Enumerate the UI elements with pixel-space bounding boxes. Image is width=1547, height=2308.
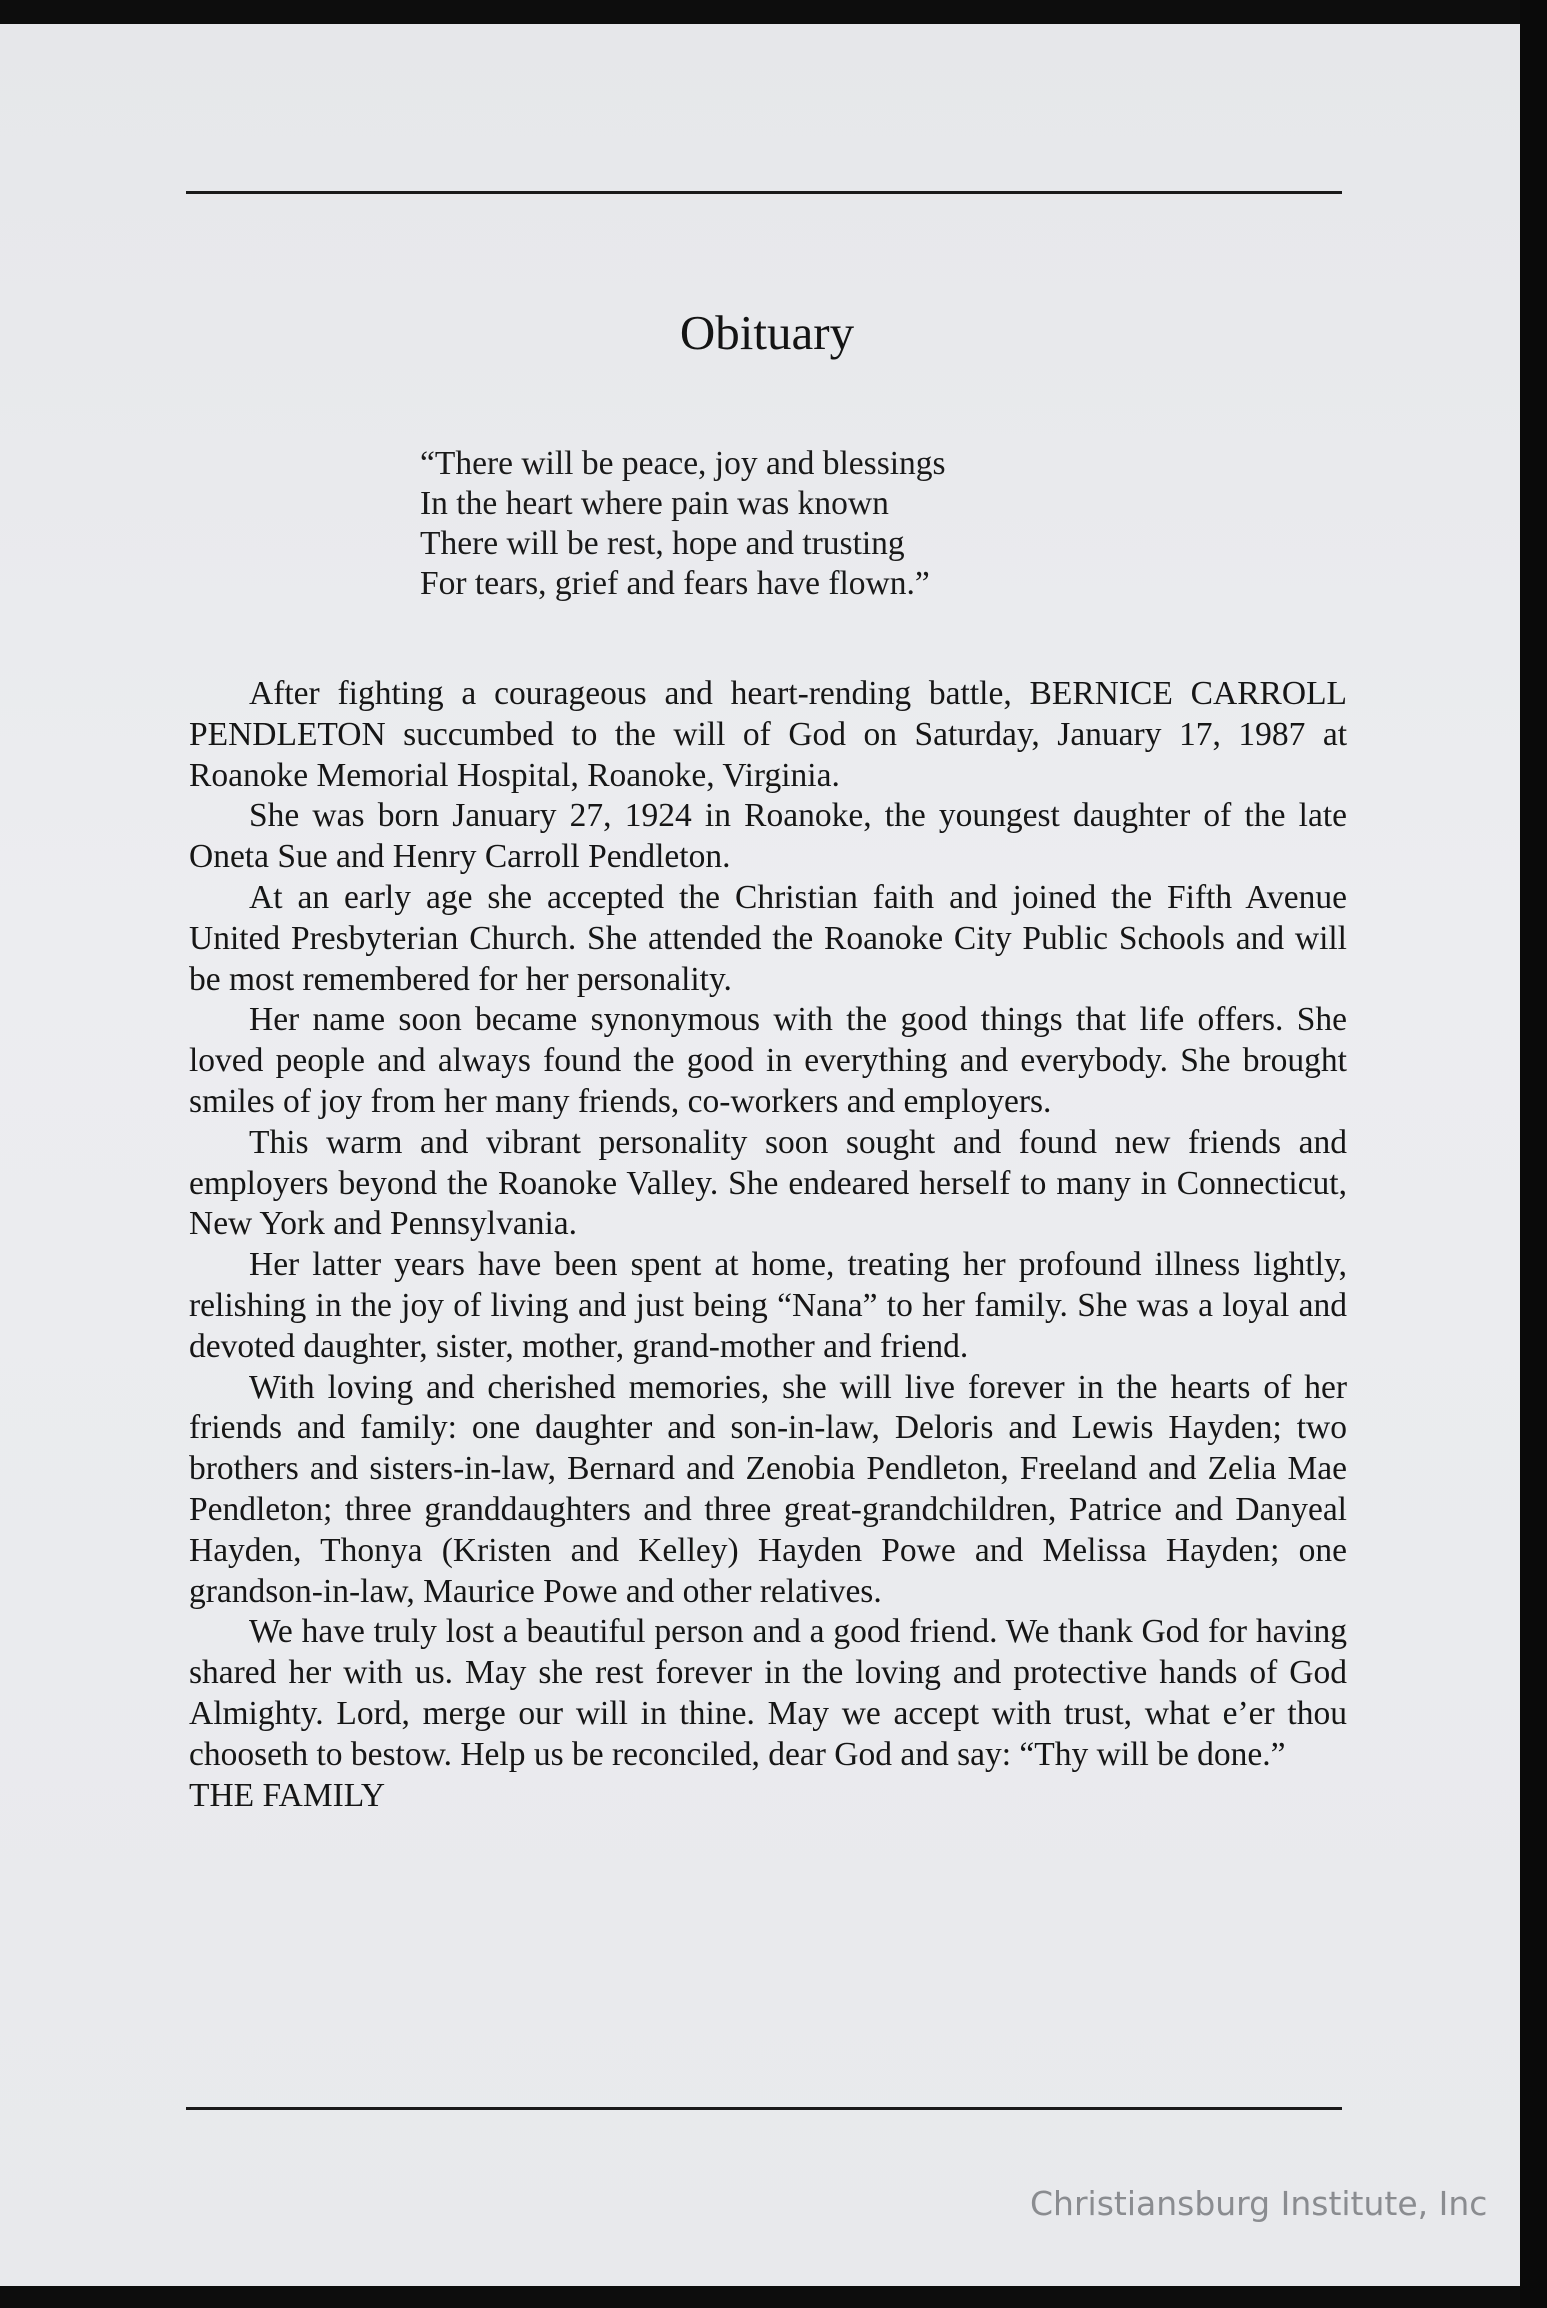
- paragraph: After fighting a courageous and heart-rending battle, BERNICE CARROLL PENDLETON succumbed to the will of God on Saturday, January 17, 1987 at Roanoke Memorial Hospital, Roanoke, Virginia.: [189, 675, 1347, 794]
- page-title: Obituary: [679, 305, 855, 360]
- document-page: [0, 24, 1520, 2286]
- paragraph: She was born January 27, 1924 in Roanoke, the youngest daughter of the late Oneta Sue and Henry Carroll Pendleton.: [189, 797, 1347, 876]
- scan-edge: [1520, 0, 1547, 2308]
- paragraph: We have truly lost a beautiful person and a good friend. We thank God for having shared her with us. May she rest forever in the loving and protective hands of God Almighty. Lord, merge our will in thine. May we accept with trust, what e’er thou chooseth to bestow. Help us be reconciled, dear God and say: “Thy will be done.”: [189, 1613, 1347, 1773]
- signature: THE FAMILY: [189, 1776, 386, 1814]
- paragraph: At an early age she accepted the Christian faith and joined the Fifth Avenue United Presbyterian Church. She attended the Roanoke City Public Schools and will be most remembered for her personality.: [189, 878, 1347, 998]
- top-divider: [186, 191, 1342, 194]
- obituary-body: [189, 674, 1347, 1816]
- poem-line: There will be rest, hope and trusting: [420, 525, 905, 562]
- paragraph: With loving and cherished memories, she will live forever in the hearts of her friends and family: one daughter and son-in-law, Deloris and Lewis Hayden; two brothers and sisters-in-law, Bernard and Zenobia Pendleton, Freeland and Zelia Mae Pendleton; three granddaughters and three great-grandchildren, Patrice and Danyeal Hayden, Thonya (Kristen and Kelley) Hayden Powe and Melissa Hayden; one grandson-in-law, Maurice Powe and other relatives.: [189, 1368, 1347, 1610]
- poem-line: “There will be peace, joy and blessings: [420, 445, 946, 482]
- watermark: Christiansburg Institute, Inc: [1030, 2184, 1488, 2223]
- bottom-divider: [186, 2107, 1342, 2110]
- poem-line: In the heart where pain was known: [420, 485, 889, 522]
- poem-line: For tears, grief and fears have flown.”: [420, 565, 930, 602]
- paragraph: Her latter years have been spent at home, treating her profound illness lightly, relishing in the joy of living and just being “Nana” to her family. She was a loyal and devoted daughter, sister, mother, grand-mother and friend.: [189, 1246, 1347, 1365]
- paragraph: Her name soon became synonymous with the good things that life offers. She loved people and always found the good in everything and everybody. She brought smiles of joy from her many friends, co-workers and employers.: [189, 1001, 1347, 1120]
- poem-block: [420, 444, 946, 604]
- paragraph: This warm and vibrant personality soon sought and found new friends and employers beyond the Roanoke Valley. She endeared herself to many in Connecticut, New York and Pennsylvania.: [189, 1123, 1347, 1243]
